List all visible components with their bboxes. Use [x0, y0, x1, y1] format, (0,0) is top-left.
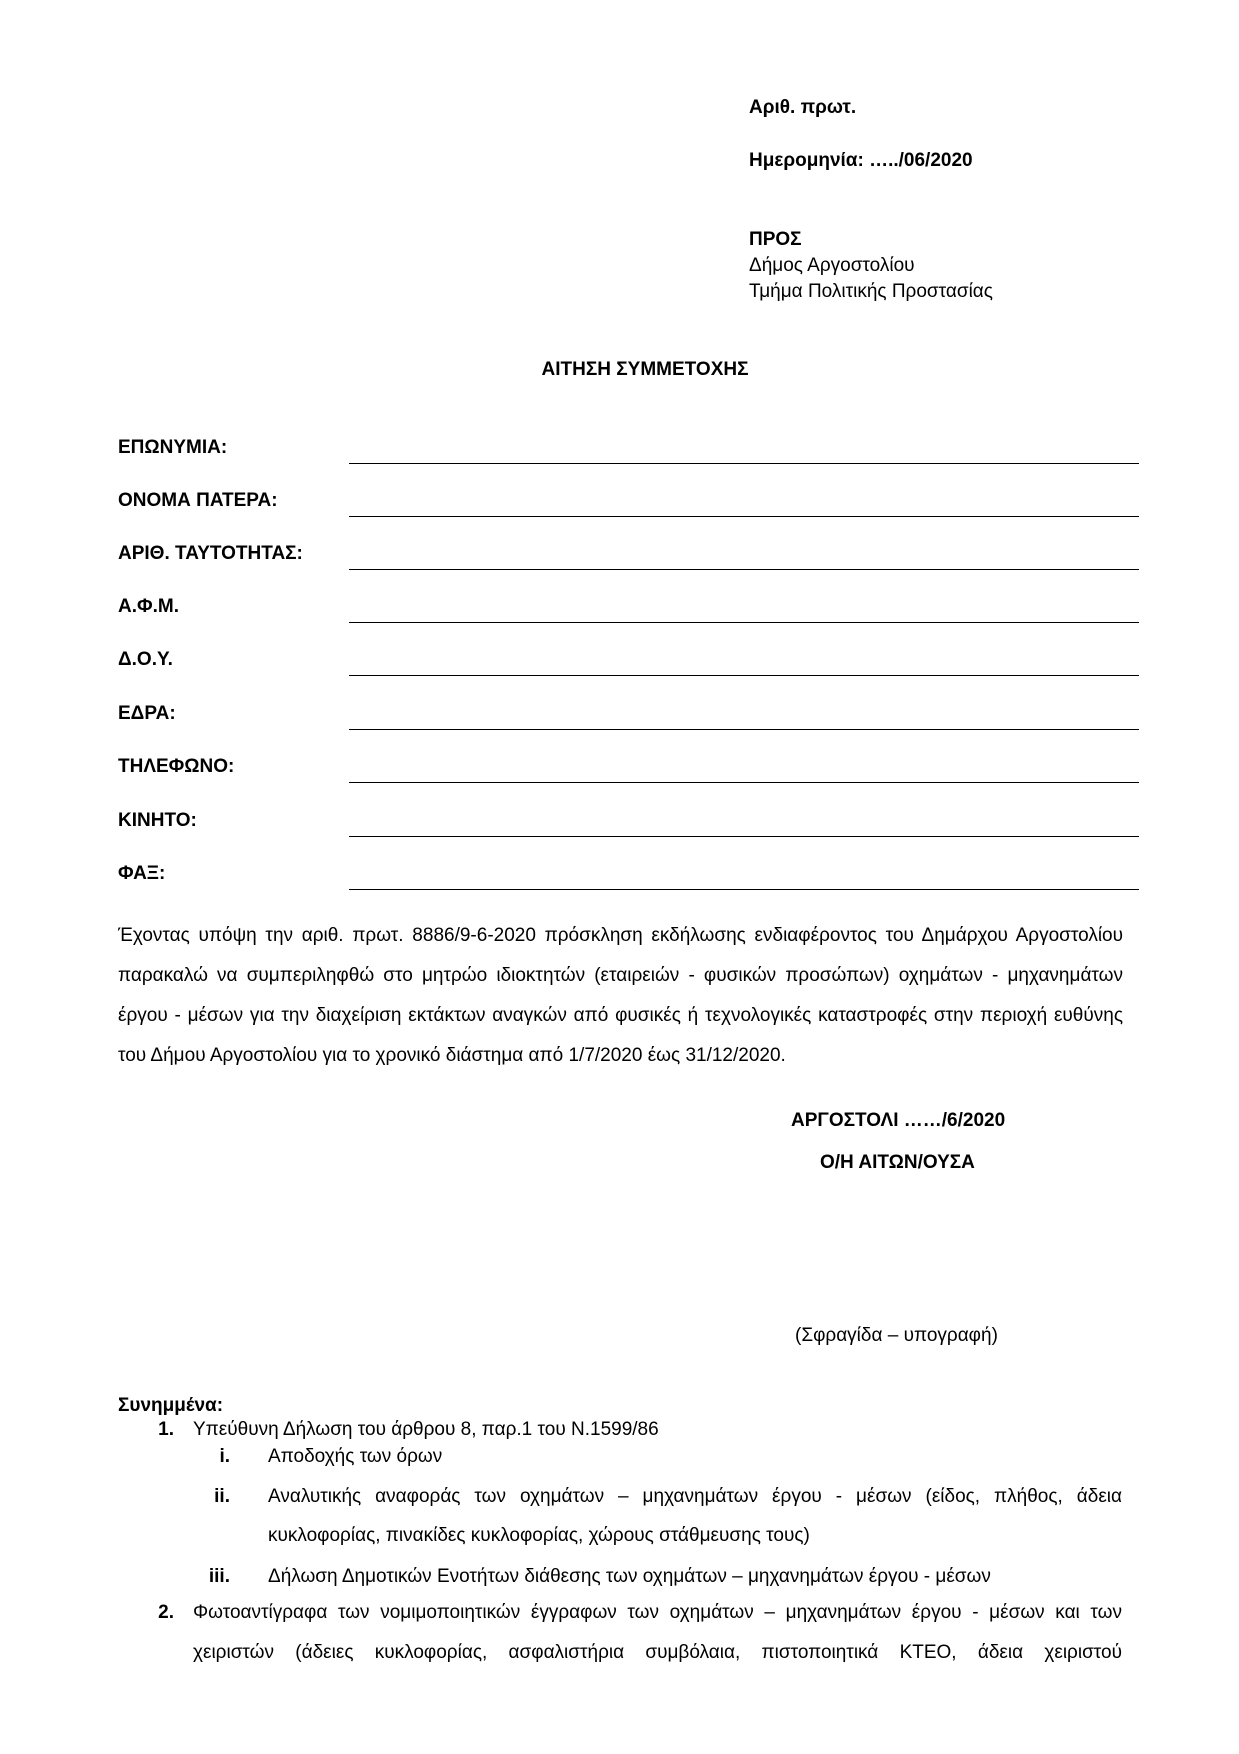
blank-fill-line[interactable] [349, 782, 1139, 783]
blank-fill-line[interactable] [349, 569, 1139, 570]
field-label: ΚΙΝΗΤΟ: [118, 810, 197, 831]
applicant-label: Ο/Η ΑΙΤΩΝ/ΟΥΣΑ [820, 1152, 975, 1173]
field-label: ΦΑΞ: [118, 863, 166, 884]
blank-fill-line[interactable] [349, 836, 1139, 837]
attachments-heading: Συνημμένα: [118, 1395, 224, 1416]
attachment-number: 1. [158, 1419, 174, 1440]
document-title: ΑΙΤΗΣΗ ΣΥΜΜΕΤΟΧΗΣ [541, 359, 749, 380]
sub-item-text: Αποδοχής των όρων [268, 1446, 443, 1467]
blank-fill-line[interactable] [349, 675, 1139, 676]
attachment-number: 2. [158, 1602, 174, 1623]
place-date: ΑΡΓΟΣΤΟΛΙ ……/6/2020 [791, 1110, 1006, 1131]
recipient-block [749, 227, 993, 305]
sub-item-number: ii. [214, 1486, 230, 1507]
field-label: Α.Φ.Μ. [118, 596, 179, 617]
blank-fill-line[interactable] [349, 463, 1139, 464]
blank-fill-line[interactable] [349, 889, 1139, 890]
attachment-item-text: Φωτοαντίγραφα των νομιμοποιητικών έγγραφων των οχημάτων – μηχανημάτων έργου - μέσων και των [193, 1602, 1122, 1623]
recipient-department: Τμήμα Πολιτικής Προστασίας [749, 281, 993, 302]
recipient-municipality: Δήμος Αργοστολίου [749, 255, 915, 276]
sub-item-text: Αναλυτικής αναφοράς των οχημάτων – μηχανημάτων έργου - μέσων (είδος, πλήθος, άδεια [268, 1486, 1122, 1507]
sub-item-text-continued: κυκλοφορίας, πινακίδες κυκλοφορίας, χώρους στάθμευσης τους) [268, 1525, 810, 1546]
blank-fill-line[interactable] [349, 622, 1139, 623]
field-label: Δ.Ο.Υ. [118, 649, 173, 670]
stamp-signature-label: (Σφραγίδα – υπογραφή) [795, 1325, 998, 1346]
blank-fill-line[interactable] [349, 516, 1139, 517]
sub-item-text: Δήλωση Δημοτικών Ενοτήτων διάθεσης των οχημάτων – μηχανημάτων έργου - μέσων [268, 1566, 991, 1587]
field-label: ΑΡΙΘ. ΤΑΥΤΟΤΗΤΑΣ: [118, 543, 303, 564]
attachment-item-text: Υπεύθυνη Δήλωση του άρθρου 8, παρ.1 του Ν.1599/86 [193, 1419, 659, 1440]
attachment-item-text-continued: χειριστών (άδειες κυκλοφορίας, ασφαλιστήρια συμβόλαια, πιστοποιητικά ΚΤΕΟ, άδεια χειριστού [193, 1642, 1122, 1663]
field-label: ΕΠΩΝΥΜΙΑ: [118, 437, 228, 458]
recipient-heading: ΠΡΟΣ [749, 229, 802, 250]
sub-item-number: iii. [208, 1566, 230, 1587]
blank-fill-line[interactable] [349, 729, 1139, 730]
field-label: ΟΝΟΜΑ ΠΑΤΕΡΑ: [118, 490, 278, 511]
protocol-number-label: Αριθ. πρωτ. [749, 97, 857, 118]
field-label: ΕΔΡΑ: [118, 703, 176, 724]
sub-item-number: i. [219, 1446, 230, 1467]
date-label: Ημερομηνία: …../06/2020 [749, 150, 973, 171]
field-label: ΤΗΛΕΦΩΝΟ: [118, 756, 235, 777]
request-paragraph: Έχοντας υπόψη την αριθ. πρωτ. 8886/9-6-2020 πρόσκληση εκδήλωσης ενδιαφέροντος του Δημάρχου Αργοστολίου παρακαλώ να συμπεριληφθώ στο μητρώο ιδιοκτητών (εταιρειών - φυσικών προσώπων) οχημάτων - μηχανημάτων έργου - μέσων για την διαχείριση εκτάκτων αναγκών από φυσικές ή τεχνολογικές καταστροφές στην περιοχή ευθύνης του Δήμου Αργοστολίου για το χρονικό διάστημα από 1/7/2020 έως 31/12/2020. [118, 925, 1123, 1066]
